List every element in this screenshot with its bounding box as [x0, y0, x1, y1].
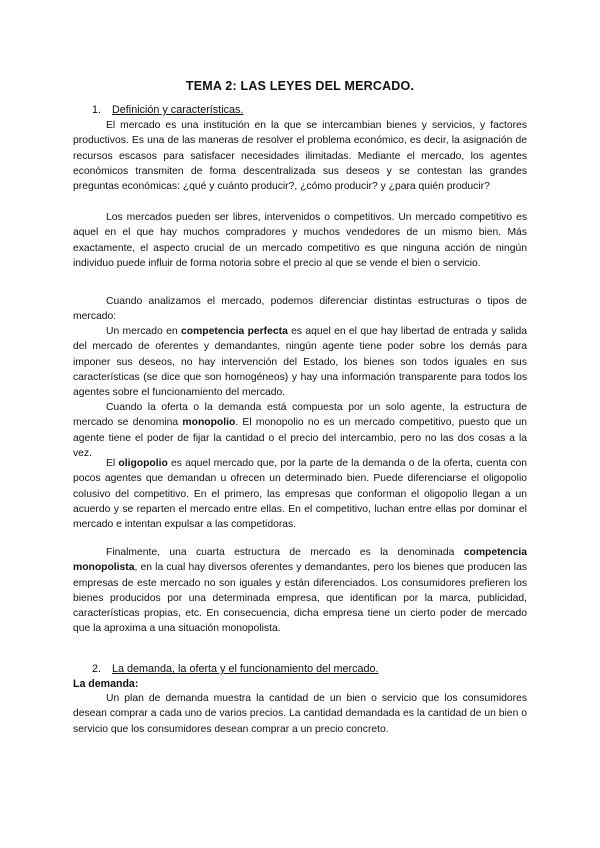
- paragraph: [73, 324, 527, 400]
- paragraph-text: El mercado es una institución en la que se intercambian bienes y servicios, y factores productivos. Es una de las maneras de resolver el problema económico, es decir, la asignación de recursos escasos para satisfacer necesidades ilimitadas. Mediante el mercado, los agentes económicos transmiten de forma descentralizada sus deseos y se contestan las grandes preguntas económicas: ¿qué y cuánto producir?, ¿cómo producir? y ¿para quién producir?: [73, 120, 527, 193]
- paragraph: [73, 691, 527, 737]
- section-title: Definición y características.: [112, 104, 244, 116]
- section-2-heading: [92, 663, 379, 675]
- paragraph-text: El: [106, 458, 119, 469]
- paragraph-text: . El monopolio no es un mercado competitivo, puesto que un agente tiene el poder de fijar la cantidad o el precio del intercambio, pero no las dos cosas a la vez.: [73, 417, 527, 459]
- paragraph-text: es aquel en el que hay libertad de entrada y salida del mercado de oferentes y demandantes, ningún agente tiene poder sobre los demás para imponer sus deseos, no hay intervención del Estado, los bienes son todos iguales en sus características (se dice que son homogéneos) y hay una información transparente para todos los agentes sobre el funcionamiento del mercado.: [73, 326, 527, 399]
- paragraph-text: Un mercado en: [106, 326, 181, 337]
- paragraph: [73, 400, 527, 461]
- paragraph-text: Cuando analizamos el mercado, podemos diferenciar distintas estructuras o tipos de mercado:: [73, 296, 527, 323]
- paragraph-text: , en la cual hay diversos oferentes y demandantes, pero los bienes que producen las empresas de este mercado no son iguales y están diferenciados. Los consumidores prefieren los bienes producidos por una determinada empresa, que identifican por la marca, publicidad, características propias, etc. En consecuencia, dicha empresa tiene un cierto poder de mercado que la aproxima a una situación monopolista.: [73, 562, 527, 635]
- paragraph: [73, 210, 527, 271]
- section-number: 1.: [92, 104, 102, 116]
- bold-term: monopolio: [182, 417, 236, 429]
- paragraph: [73, 294, 527, 325]
- bold-term: competencia monopolista: [73, 547, 527, 574]
- paragraph-text: Finalmente, una cuarta estructura de mercado es la denominada: [106, 547, 464, 558]
- document-title: TEMA 2: LAS LEYES DEL MERCADO.: [185, 79, 415, 93]
- paragraph-text: Cuando la oferta o la demanda está compuesta por un solo agente, la estructura de mercado se denomina: [73, 402, 527, 429]
- section-number: 2.: [92, 663, 102, 675]
- paragraph: [73, 456, 527, 532]
- subheading: La demanda:: [73, 678, 139, 690]
- bold-term: oligopolio: [118, 458, 168, 469]
- section-title: La demanda, la oferta y el funcionamiento del mercado.: [112, 663, 379, 675]
- paragraph: [73, 118, 527, 194]
- paragraph: [73, 545, 527, 637]
- section-1-heading: [92, 104, 243, 116]
- bold-term: competencia perfecta: [181, 326, 288, 337]
- paragraph-text: Los mercados pueden ser libres, intervenidos o competitivos. Un mercado competitivo es aquel en el que hay muchos compradores y muchos vendedores de un mismo bien. Más exactamente, el aspecto crucial de un mercado competitivo es que ninguna acción de ningún individuo puede influir de forma notoria sobre el precio al que se vende el bien o servicio.: [73, 212, 527, 269]
- paragraph-text: es aquel mercado que, por la parte de la demanda o de la oferta, cuenta con pocos agentes que demandan u ofrecen un determinado bien. Puede diferenciarse el oligopolio colusivo del competitivo. En el primero, las empresas que conforman el oligopolio llegan a un acuerdo y se reparten el mercado entre ellas. En el competitivo, luchan entre ellas por dominar el mercado e intentan expulsar a las competidoras.: [73, 458, 527, 531]
- paragraph-text: Un plan de demanda muestra la cantidad de un bien o servicio que los consumidores desean comprar a cada uno de varios precios. La cantidad demandada es la cantidad de un bien o servicio que los consumidores desean comprar a un precio concreto.: [73, 693, 527, 735]
